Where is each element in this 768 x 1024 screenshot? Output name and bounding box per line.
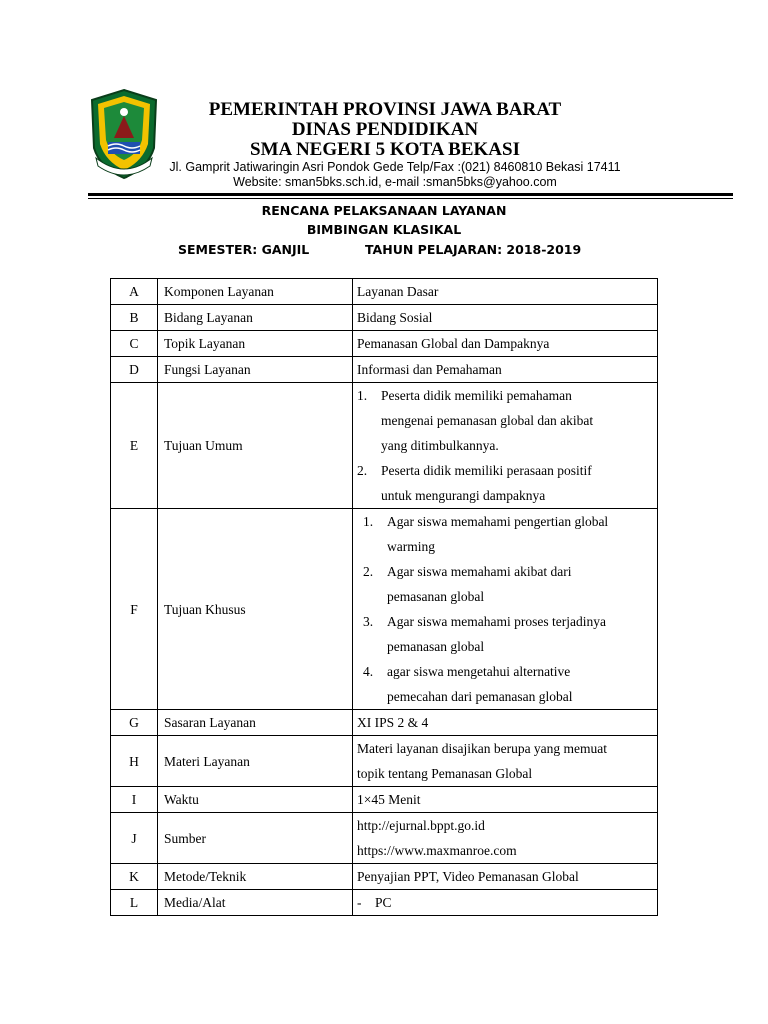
value-line: topik tentang Pemanasan Global: [357, 766, 533, 781]
table-row: [111, 383, 658, 509]
row-label: Tujuan Umum: [158, 383, 353, 509]
row-code: E: [111, 383, 158, 509]
list-number: 1.: [363, 514, 374, 529]
row-value: Penyajian PPT, Video Pemanasan Global: [353, 864, 658, 890]
doc-title-line2: BIMBINGAN KLASIKAL: [306, 222, 462, 237]
list-number: 1.: [357, 388, 368, 403]
list-text: Peserta didik memiliki perasaan positif: [381, 463, 592, 478]
row-code: B: [111, 305, 158, 331]
rpl-table: [110, 278, 658, 916]
row-label: Metode/Teknik: [158, 864, 353, 890]
website-line: Website: sman5bks.sch.id, e-mail :sman5bks@yahoo.com: [233, 175, 557, 189]
table-row: [111, 813, 658, 864]
table-row: [111, 864, 658, 890]
academic-year-label: TAHUN PELAJARAN: 2018-2019: [365, 242, 582, 257]
row-code: G: [111, 710, 158, 736]
letterhead-rule-thick: [88, 193, 733, 196]
list-text: untuk mengurangi dampaknya: [381, 488, 546, 503]
row-label: Fungsi Layanan: [158, 357, 353, 383]
row-value: [353, 813, 658, 864]
row-value: [353, 736, 658, 787]
list-item: [363, 609, 652, 659]
row-code: L: [111, 890, 158, 916]
list-text: pemecahan dari pemanasan global: [387, 689, 573, 704]
table-row: [111, 357, 658, 383]
table-row: [111, 710, 658, 736]
table-row: [111, 890, 658, 916]
letterhead-line3: SMA NEGERI 5 KOTA BEKASI: [250, 139, 520, 160]
row-value: [353, 509, 658, 710]
row-label: Media/Alat: [158, 890, 353, 916]
table-row: [111, 509, 658, 710]
table-row: [111, 787, 658, 813]
row-label: Bidang Layanan: [158, 305, 353, 331]
row-code: F: [111, 509, 158, 710]
list-text: Agar siswa memahami proses terjadinya: [387, 614, 606, 629]
row-label: Topik Layanan: [158, 331, 353, 357]
list-text: Agar siswa memahami akibat dari: [387, 564, 572, 579]
row-code: J: [111, 813, 158, 864]
row-label: Materi Layanan: [158, 736, 353, 787]
letterhead-address: [160, 160, 630, 190]
letterhead-line2: DINAS PENDIDIKAN: [291, 119, 479, 140]
row-label: Komponen Layanan: [158, 279, 353, 305]
table-row: [111, 736, 658, 787]
letterhead-rule-thin: [88, 198, 733, 199]
row-code: A: [111, 279, 158, 305]
row-value: - PC: [353, 890, 658, 916]
list-item: [363, 559, 652, 609]
list-text: pemanasan global: [387, 639, 485, 654]
table-row: [111, 279, 658, 305]
row-value: Bidang Sosial: [353, 305, 658, 331]
objective-list: [357, 509, 652, 709]
row-code: C: [111, 331, 158, 357]
list-item: [357, 458, 652, 508]
address-line: Jl. Gamprit Jatiwaringin Asri Pondok Gede Telp/Fax :(021) 8460810 Bekasi 17411: [169, 160, 621, 174]
objective-list: [357, 383, 652, 508]
row-label: Sumber: [158, 813, 353, 864]
row-label: Tujuan Khusus: [158, 509, 353, 710]
row-code: D: [111, 357, 158, 383]
row-code: I: [111, 787, 158, 813]
value-line: Materi layanan disajikan berupa yang memuat: [357, 741, 608, 756]
list-item: [357, 383, 652, 458]
row-code: K: [111, 864, 158, 890]
list-item: [363, 659, 652, 709]
list-number: 3.: [363, 614, 374, 629]
row-value: Informasi dan Pemahaman: [353, 357, 658, 383]
row-value: [353, 383, 658, 509]
table-row: [111, 331, 658, 357]
letterhead-line1: PEMERINTAH PROVINSI JAWA BARAT: [208, 99, 562, 120]
doc-title-line1: RENCANA PELAKSANAAN LAYANAN: [261, 203, 507, 218]
list-text: Agar siswa memahami pengertian global: [387, 514, 609, 529]
value-line: https://www.maxmanroe.com: [357, 843, 517, 858]
row-value: Layanan Dasar: [353, 279, 658, 305]
row-label: Waktu: [158, 787, 353, 813]
row-code: H: [111, 736, 158, 787]
list-number: 2.: [357, 463, 368, 478]
list-number: 4.: [363, 664, 374, 679]
list-text: warming: [387, 539, 435, 554]
list-text: mengenai pemanasan global dan akibat: [381, 413, 594, 428]
list-text: yang ditimbulkannya.: [381, 438, 499, 453]
semester-label: SEMESTER: GANJIL: [178, 242, 310, 257]
row-value: 1×45 Menit: [353, 787, 658, 813]
value-line: http://ejurnal.bppt.go.id: [357, 818, 485, 833]
letterhead: [150, 100, 620, 160]
list-text: pemasanan global: [387, 589, 485, 604]
row-value: XI IPS 2 & 4: [353, 710, 658, 736]
table-row: [111, 305, 658, 331]
list-text: agar siswa mengetahui alternative: [387, 664, 571, 679]
list-text: Peserta didik memiliki pemahaman: [381, 388, 572, 403]
row-value: Pemanasan Global dan Dampaknya: [353, 331, 658, 357]
row-label: Sasaran Layanan: [158, 710, 353, 736]
list-number: 2.: [363, 564, 374, 579]
list-item: [363, 509, 652, 559]
